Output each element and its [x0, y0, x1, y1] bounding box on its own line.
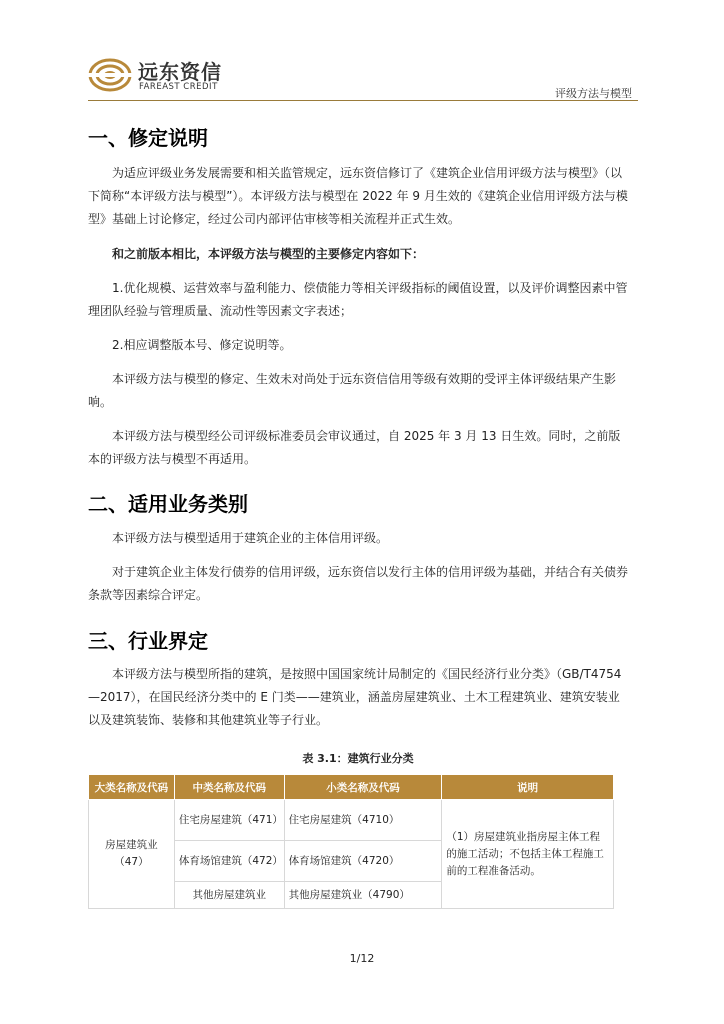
fareast-logo-icon: [88, 56, 132, 94]
header-document-title: 评级方法与模型: [555, 87, 632, 100]
minor-category-cell: 住宅房屋建筑（4710）: [284, 800, 442, 841]
section-heading-2: 二、适用业务类别: [88, 492, 248, 516]
table-header-row: [89, 775, 614, 800]
description-cell: （1）房屋建筑业指房屋主体工程的施工活动；不包括主体工程施工前的工程准备活动。: [442, 800, 614, 909]
logo-english-name: FAREAST CREDIT: [139, 82, 218, 92]
minor-category-cell: 体育场馆建筑（4720）: [284, 841, 442, 882]
logo-chinese-name: 远东资信: [138, 60, 222, 84]
minor-category-cell: 其他房屋建筑业（4790）: [284, 882, 442, 909]
mid-category-cell: 住宅房屋建筑（471）: [174, 800, 284, 841]
page-number: 1/12: [349, 952, 375, 965]
table-row: [89, 800, 614, 841]
header-divider: [88, 100, 638, 101]
column-header: 说明: [442, 775, 614, 800]
paragraph: 1.优化规模、运营效率与盈利能力、偿债能力等相关评级指标的阈值设置，以及评价调整因素中管理团队经验与管理质量、流动性等因素文字表述；: [88, 281, 628, 318]
mid-category-cell: 体育场馆建筑（472）: [174, 841, 284, 882]
paragraph: 对于建筑企业主体发行债券的信用评级，远东资信以发行主体的信用评级为基础，并结合有关债券条款等因素综合评定。: [88, 565, 629, 602]
paragraph-bold: 和之前版本相比，本评级方法与模型的主要修定内容如下：: [112, 247, 425, 261]
section-heading-3: 三、行业界定: [88, 629, 208, 653]
mid-category-cell: 其他房屋建筑业: [174, 882, 284, 909]
paragraph: 2.相应调整版本号、修定说明等。: [112, 338, 292, 352]
table-caption: 表 3.1：建筑行业分类: [302, 752, 414, 765]
paragraph: 本评级方法与模型所指的建筑，是按照中国国家统计局制定的《国民经济行业分类》（GB/T4754—2017），在国民经济分类中的 E 门类——建筑业，涵盖房屋建筑业、土木工程建筑业、建筑安装业以及建筑装饰、装修和其他建筑业等子行业。: [88, 667, 622, 727]
column-header: 小类名称及代码: [284, 775, 442, 800]
paragraph: 本评级方法与模型经公司评级标准委员会审议通过，自 2025 年 3 月 13 日生效。同时，之前版本的评级方法与模型不再适用。: [88, 429, 621, 466]
column-header: 大类名称及代码: [89, 775, 175, 800]
paragraph: 本评级方法与模型适用于建筑企业的主体信用评级。: [112, 531, 389, 545]
paragraph: 本评级方法与模型的修定、生效未对尚处于远东资信信用等级有效期的受评主体评级结果产生影响。: [88, 372, 617, 409]
page-header: [88, 54, 638, 100]
column-header: 中类名称及代码: [174, 775, 284, 800]
section-heading-1: 一、修定说明: [88, 126, 208, 150]
major-category-cell: 房屋建筑业（47）: [89, 800, 175, 909]
industry-classification-table: [88, 774, 614, 909]
paragraph: 为适应评级业务发展需要和相关监管规定，远东资信修订了《建筑企业信用评级方法与模型》（以下简称“本评级方法与模型”）。本评级方法与模型在 2022 年 9 月生效的《建筑企业信用评级方法与模型》基础上讨论修定，经过公司内部评估审核等相关流程并正式生效。: [88, 166, 628, 226]
